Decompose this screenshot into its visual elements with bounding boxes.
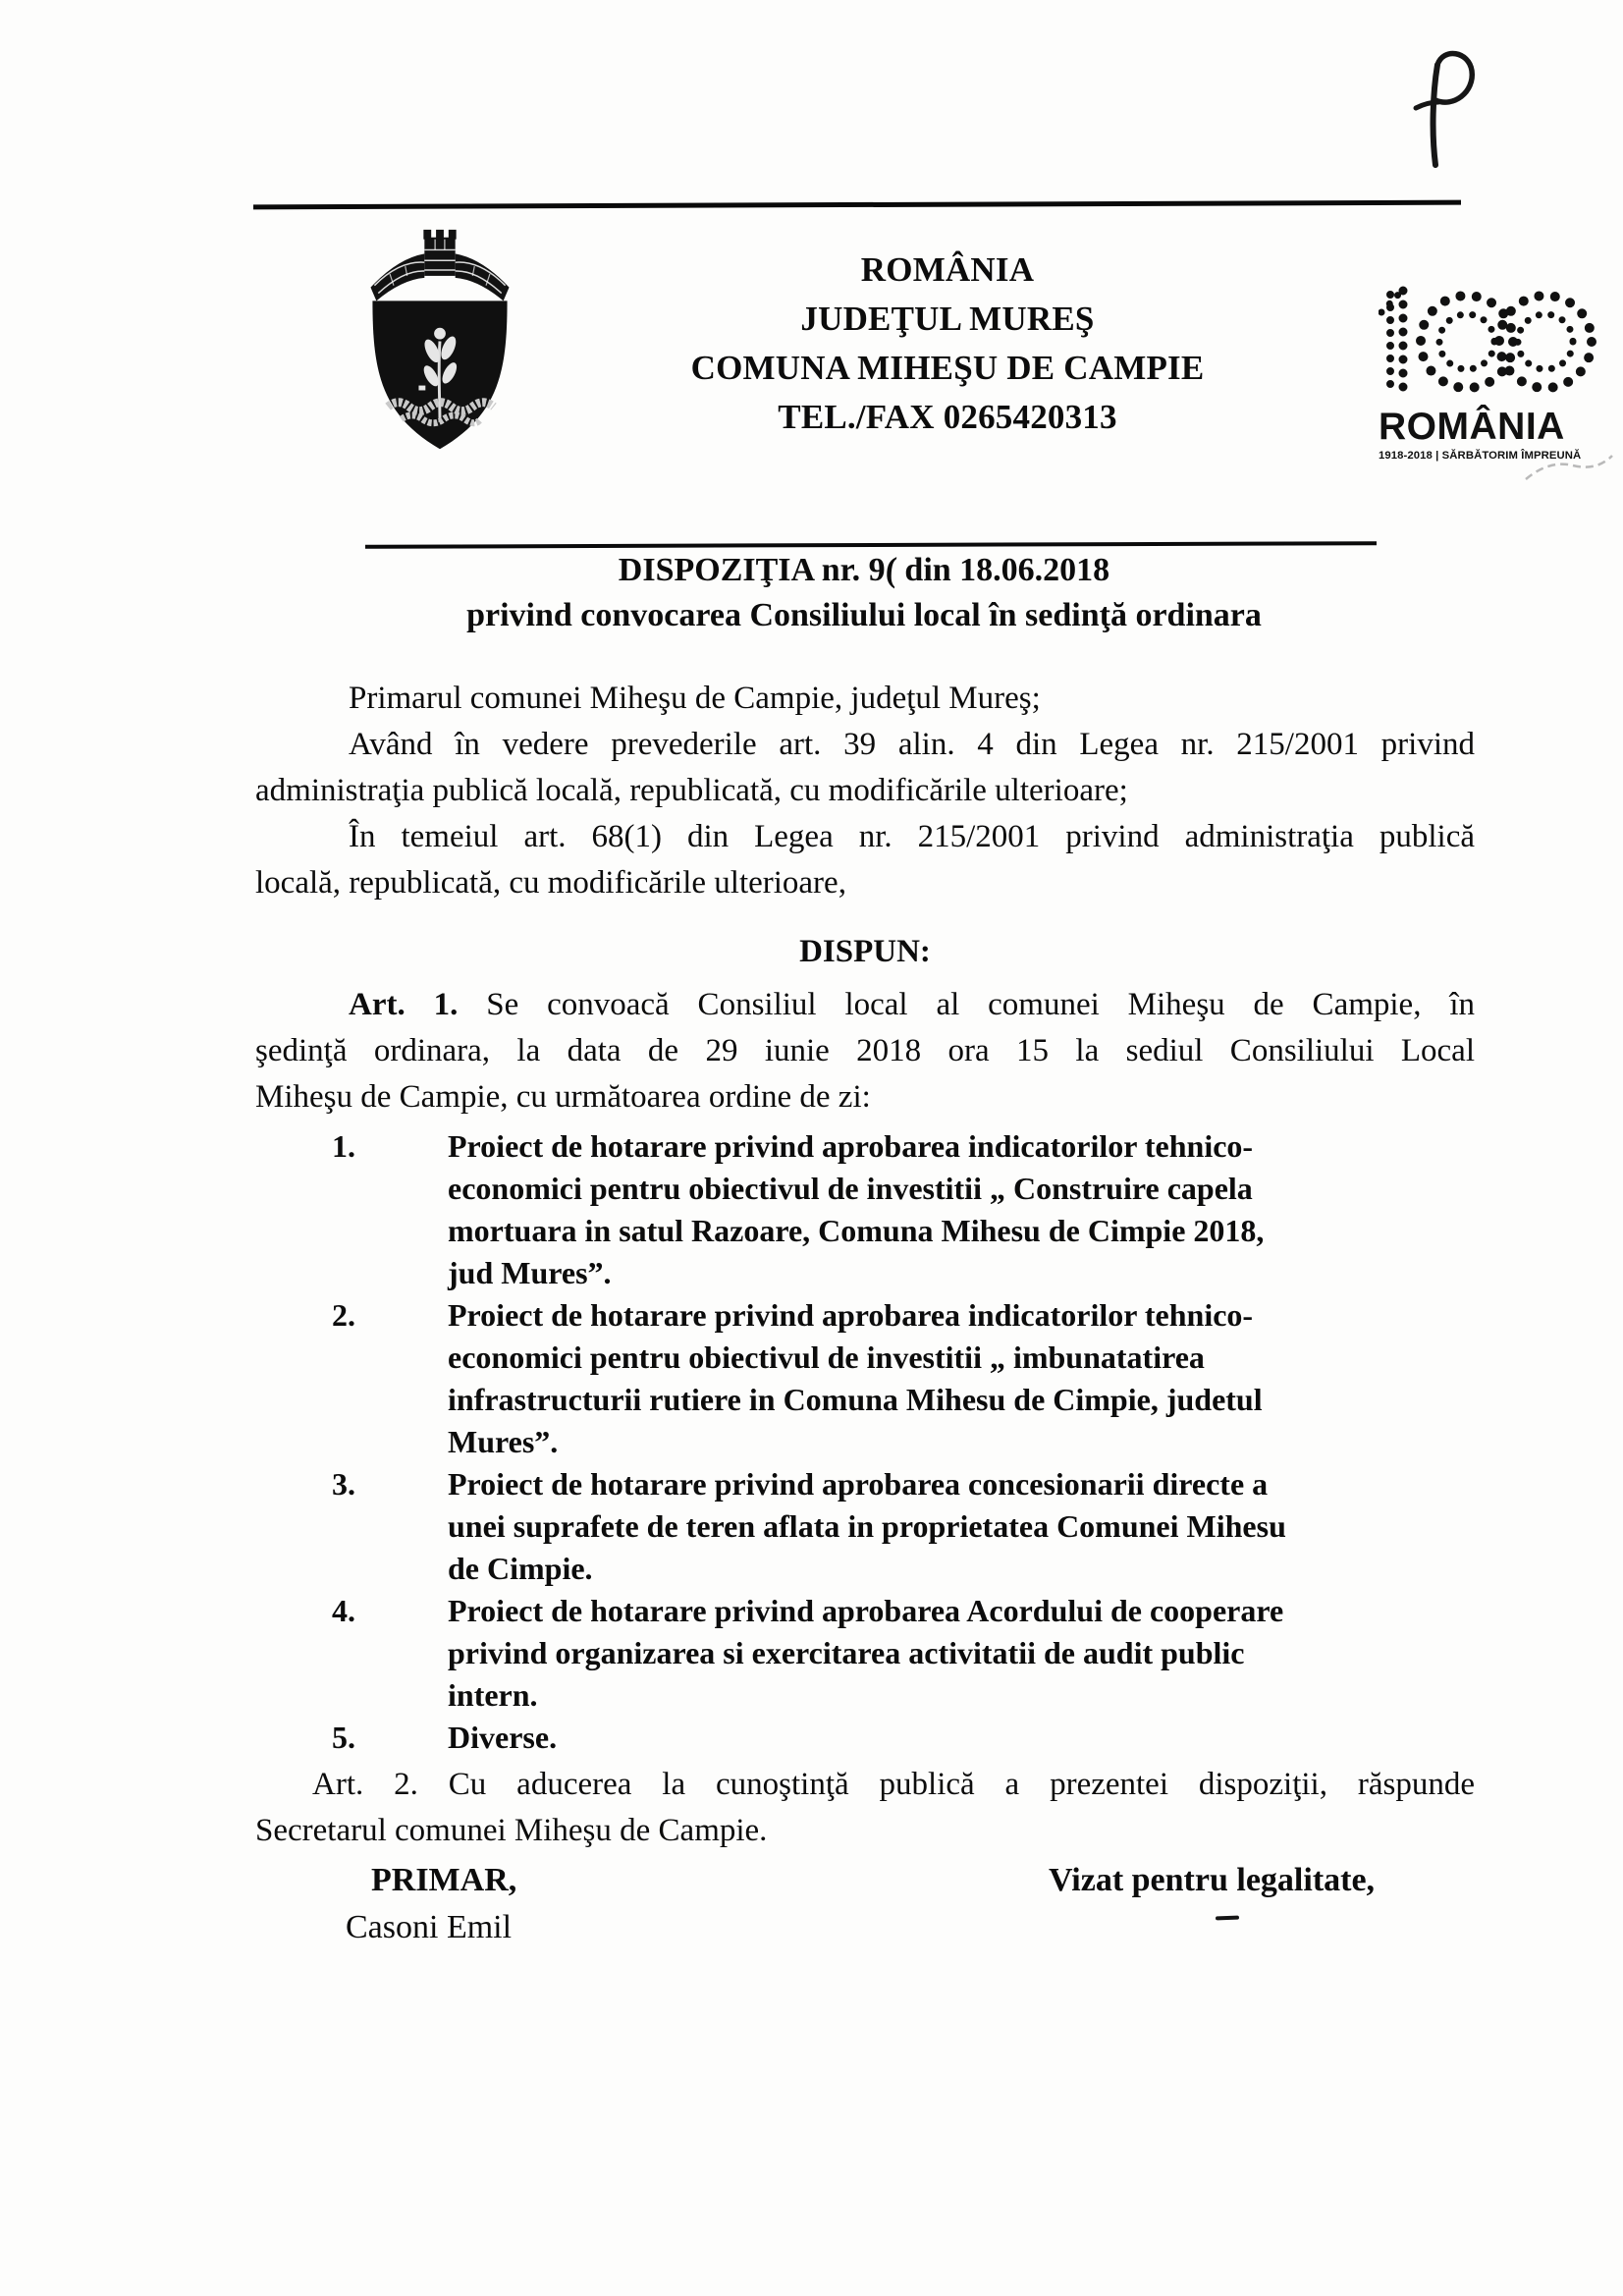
preamble-line: Primarul comunei Miheşu de Campie, judeţul Mureş; <box>349 681 1041 716</box>
signature-name: Casoni Emil <box>346 1909 513 1945</box>
title-prefix: DISPOZIŢIA nr. 9 <box>618 552 886 588</box>
agenda-item <box>332 1294 1475 1463</box>
agenda-item-number: 3. <box>332 1466 355 1502</box>
document-title <box>255 548 1473 593</box>
handwritten-number-mark: ( <box>884 550 898 590</box>
letterhead-commune: COMUNA MIHEŞU DE CAMPIE <box>690 349 1205 387</box>
preamble-line: În temeiul art. 68(1) din Legea nr. 215/2001 privind administraţia publică <box>349 819 1475 854</box>
centenary-logo <box>1379 275 1600 462</box>
coat-of-arms-mihesu <box>344 224 536 460</box>
agenda-item <box>332 1463 1475 1590</box>
centenary-logo-name: ROMÂNIA <box>1379 406 1565 448</box>
pencil-squiggle <box>1524 448 1617 489</box>
centenary-100-icon <box>1379 275 1600 401</box>
article-2-line: Art. 2. Cu aducerea la cunoştinţă publică a prezentei dispoziţii, răspunde <box>312 1767 1475 1802</box>
header-rule <box>253 200 1461 210</box>
dispun-heading: DISPUN: <box>799 934 931 969</box>
agenda-item-number: 5. <box>332 1720 355 1755</box>
preamble-line: administraţia publică locală, republicată, cu modificările ulterioare; <box>255 773 1128 808</box>
signature-role-primar: PRIMAR, <box>371 1862 517 1898</box>
letterhead-country: ROMÂNIA <box>860 250 1035 289</box>
agenda-item-text: Proiect de hotarare privind aprobarea indicatorilor tehnico- economici pentru obiectivul de investitii „ Construire capela mortuara in satul Razoare, Comuna Mihesu de Cimpie 2018, jud Mures”. <box>448 1128 1265 1290</box>
signature-vizat-legalitate: Vizat pentru legalitate, <box>1049 1862 1376 1898</box>
article-2 <box>255 1762 1475 1854</box>
article-1-label: Art. 1. <box>349 987 459 1022</box>
agenda-item <box>332 1125 1475 1294</box>
handwritten-dash <box>1216 1916 1239 1921</box>
document-title-block <box>255 548 1473 638</box>
letterhead <box>609 246 1286 442</box>
agenda-item-number: 1. <box>332 1128 355 1164</box>
letterhead-county: JUDEŢUL MUREŞ <box>800 300 1095 338</box>
article-1-line: şedinţă ordinara, la data de 29 iunie 2018 ora 15 la sediul Consiliului Local <box>255 1033 1475 1068</box>
article-1 <box>255 982 1475 1121</box>
agenda-item-text: Proiect de hotarare privind aprobarea indicatorilor tehnico- economici pentru obiectivul de investitii „ imbunatatirea infrastructurii rutiere in Comuna Mihesu de Cimpie, judetul Mures”. <box>448 1297 1263 1459</box>
document-subtitle: privind convocarea Consiliului local în sedinţă ordinara <box>466 597 1262 633</box>
handwritten-p-mark <box>1392 35 1500 173</box>
document-body <box>255 676 1475 1854</box>
article-1-line: Art. 1. Se convoacă Consiliul local al comunei Miheşu de Campie, în <box>349 987 1475 1022</box>
agenda-item <box>332 1717 1475 1759</box>
article-2-line: Secretarul comunei Miheşu de Campie. <box>255 1813 768 1848</box>
title-suffix: din 18.06.2018 <box>895 552 1110 588</box>
agenda-item <box>332 1590 1475 1717</box>
agenda-item-number: 4. <box>332 1593 355 1628</box>
agenda-item-text: Proiect de hotarare privind aprobarea concesionarii directe a unei suprafete de teren aflata in proprietatea Comunei Mihesu de Cimpie. <box>448 1466 1286 1586</box>
agenda-item-number: 2. <box>332 1297 355 1333</box>
article-1-line: Miheşu de Campie, cu următoarea ordine de zi: <box>255 1079 871 1115</box>
preamble-line: locală, republicată, cu modificările ulterioare, <box>255 865 846 901</box>
mural-crown-icon <box>370 230 509 301</box>
letterhead-telfax: TEL./FAX 0265420313 <box>778 398 1117 436</box>
centenary-logo-tagline: 1918-2018 | SĂRBĂTORIM ÎMPREUNĂ <box>1379 450 1582 462</box>
agenda-item-text: Diverse. <box>448 1720 558 1755</box>
agenda-item-text: Proiect de hotarare privind aprobarea Acordului de cooperare privind organizarea si exercitarea activitatii de audit public intern. <box>448 1593 1284 1713</box>
preamble-line: Având în vedere prevederile art. 39 alin. 4 din Legea nr. 215/2001 privind <box>349 727 1475 762</box>
agenda-list <box>332 1125 1475 1759</box>
